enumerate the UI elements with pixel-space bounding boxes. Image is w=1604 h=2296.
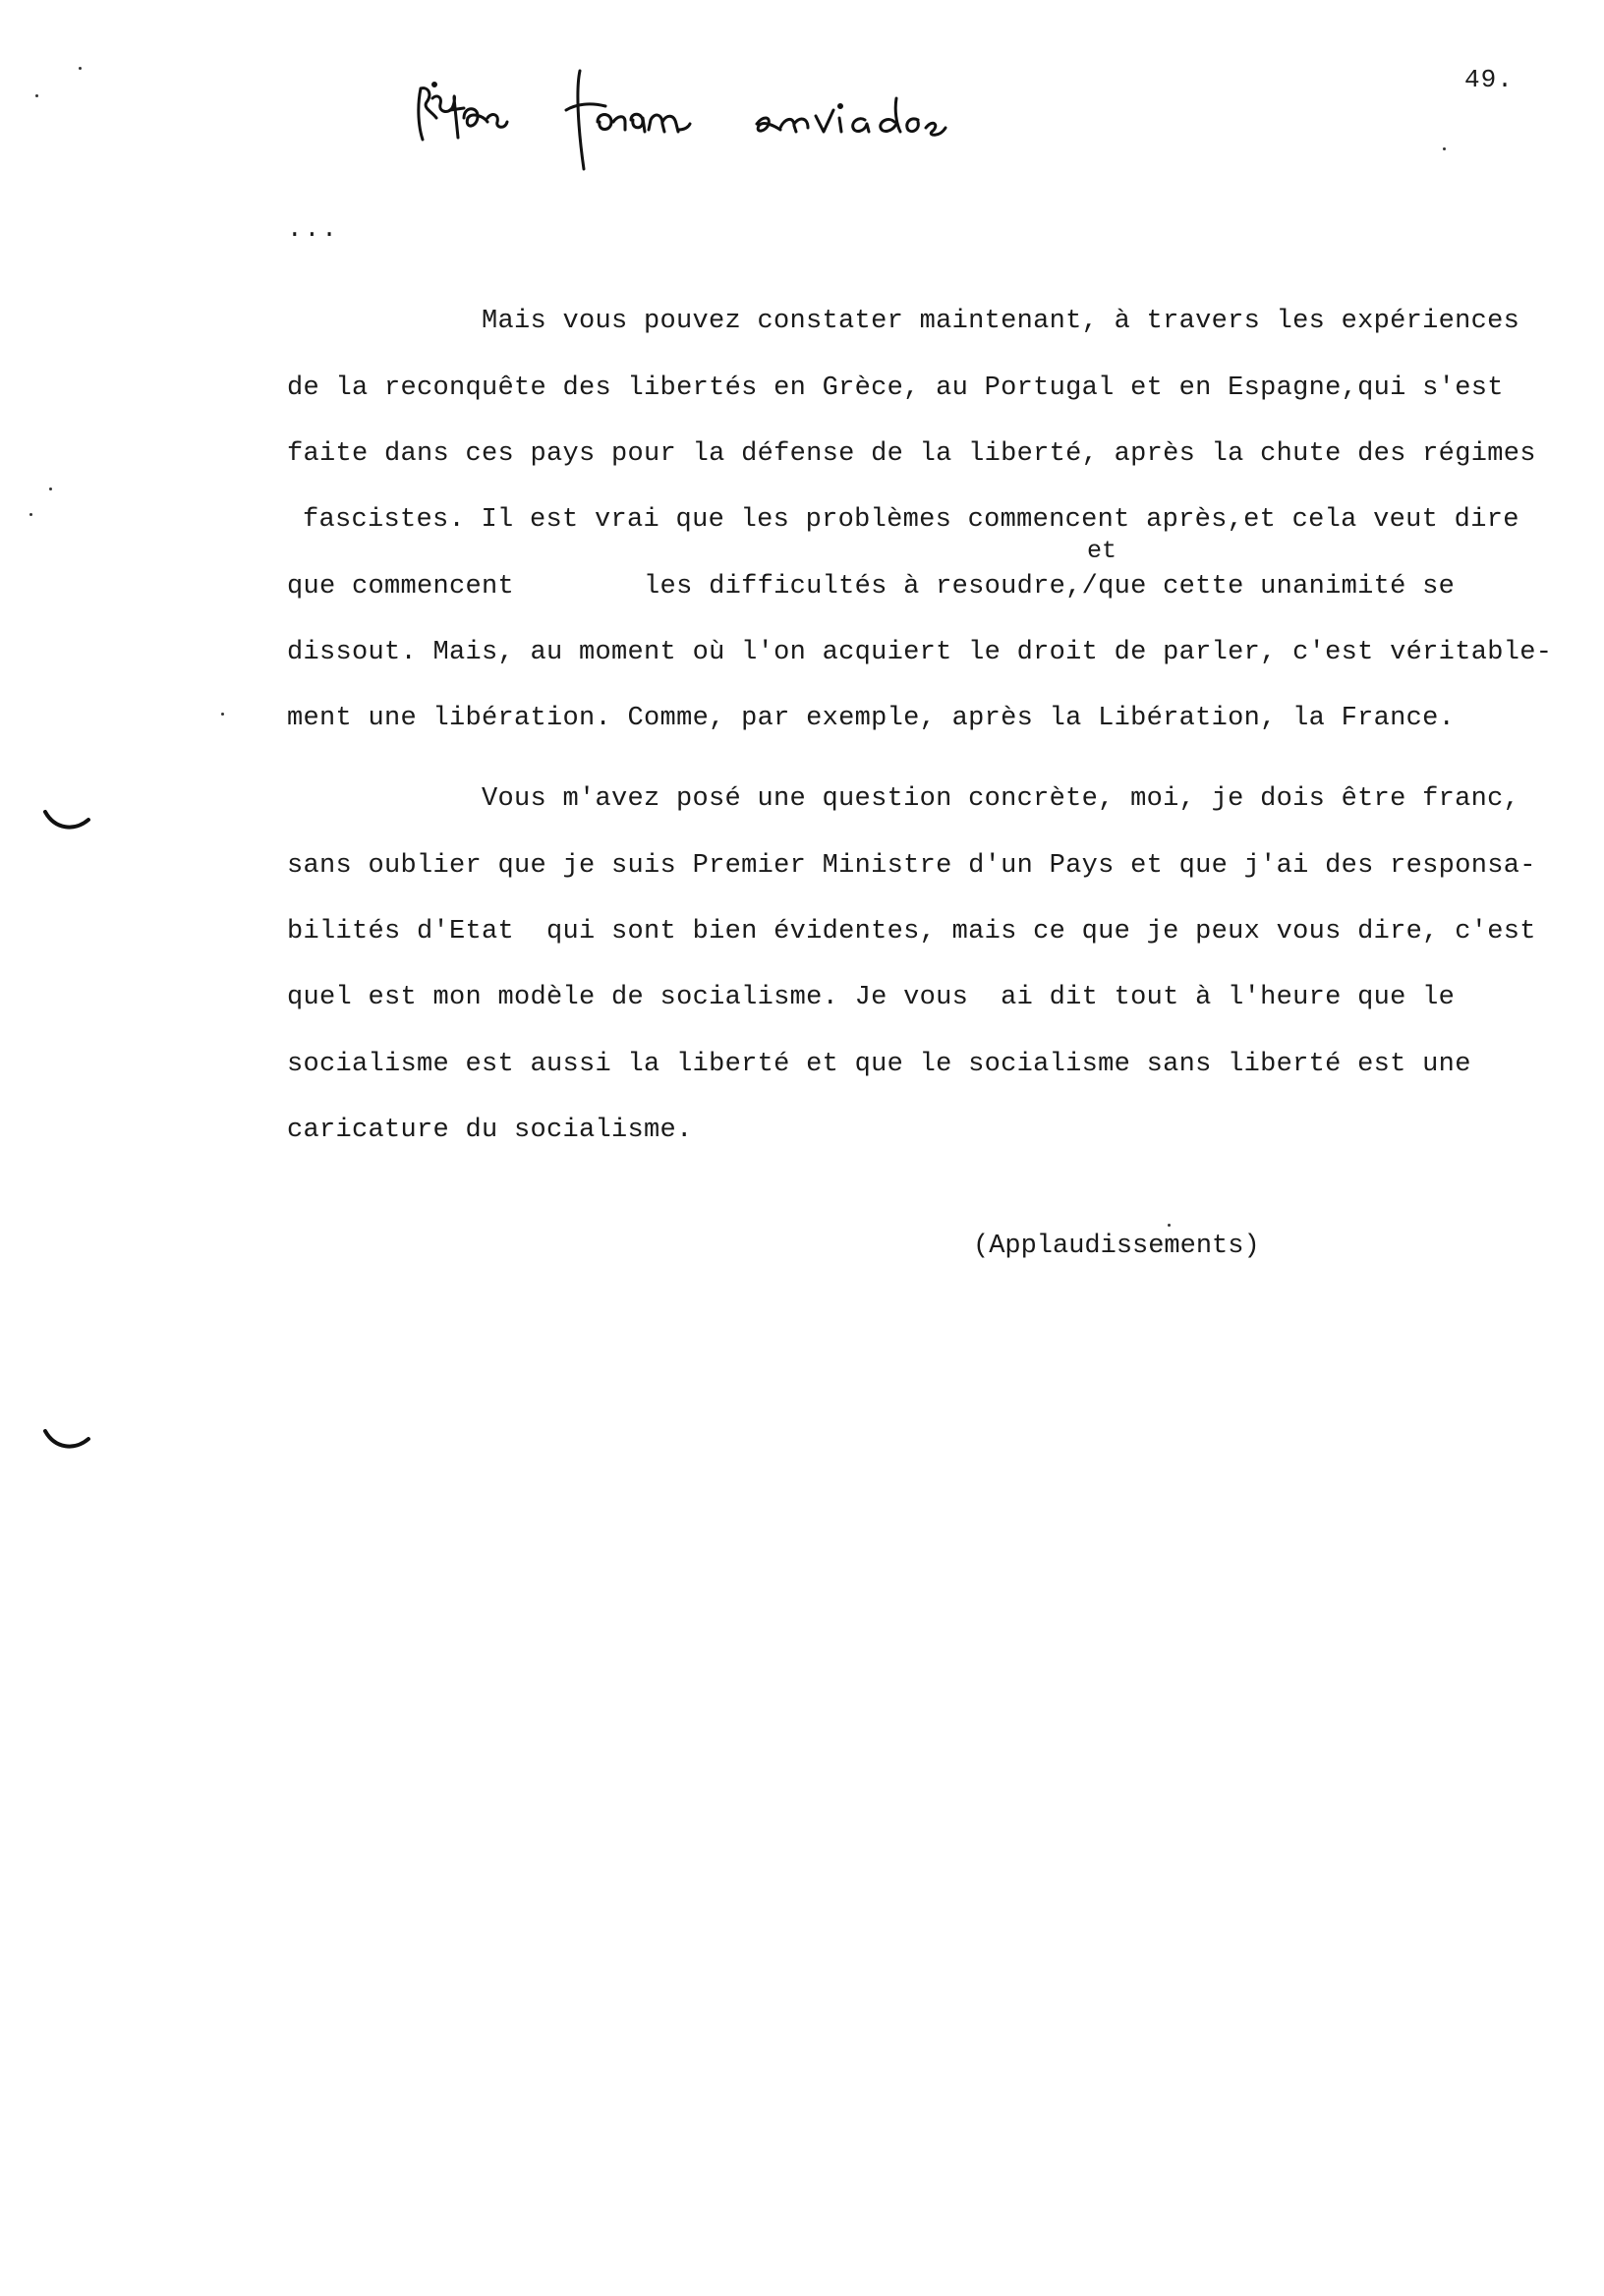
binder-hole-mark (41, 1425, 92, 1460)
paragraph-1-line-6: dissout. Mais, au moment où l'on acquiert le droit de parler, c'est véritable- (287, 638, 1553, 667)
paragraph-1-line-4: fascistes. Il est vrai que les problèmes commencent après,et cela veut dire (303, 505, 1519, 535)
paragraph-2-line-6: caricature du socialisme. (287, 1116, 693, 1145)
binder-hole-mark (41, 806, 92, 840)
paragraph-1-line-3: faite dans ces pays pour la défense de la liberté, après la chute des régimes (287, 439, 1536, 469)
scan-speck (1168, 1224, 1171, 1227)
paragraph-1-line-5: que commencent les difficultés à resoudre,/que cette unanimité se (287, 572, 1456, 602)
scan-speck (29, 513, 32, 516)
paragraph-2-line-3: bilités d'Etat qui sont bien évidentes, mais ce que je peux vous dire, c'est (287, 917, 1536, 947)
page-number: 49. (1464, 65, 1514, 94)
paragraph-1-line-1: Mais vous pouvez constater maintenant, à travers les expériences (482, 307, 1520, 336)
scan-speck (35, 94, 38, 97)
scan-speck (79, 67, 82, 70)
paragraph-2-line-4: quel est mon modèle de socialisme. Je vous ai dit tout à l'heure que le (287, 983, 1456, 1012)
paragraph-2-line-2: sans oublier que je suis Premier Ministre d'un Pays et que j'ai des responsa- (287, 851, 1536, 881)
paragraph-1-line-7: ment une libération. Comme, par exemple, après la Libération, la France. (287, 704, 1456, 733)
handwritten-annotation (403, 59, 993, 177)
scan-speck (1443, 147, 1446, 150)
paragraph-2-line-5: socialisme est aussi la liberté et que le socialisme sans liberté est une (287, 1050, 1471, 1079)
paragraph-1-line-2: de la reconquête des libertés en Grèce, au Portugal et en Espagne,qui s'est (287, 373, 1504, 403)
applause-note: (Applaudissements) (973, 1232, 1260, 1261)
scan-speck (49, 488, 52, 490)
paragraph-2-line-1: Vous m'avez posé une question concrète, moi, je dois être franc, (482, 784, 1520, 814)
continuation-ellipsis: ... (287, 214, 339, 244)
scan-speck (221, 713, 224, 716)
interlinear-insert: et (1087, 537, 1117, 565)
